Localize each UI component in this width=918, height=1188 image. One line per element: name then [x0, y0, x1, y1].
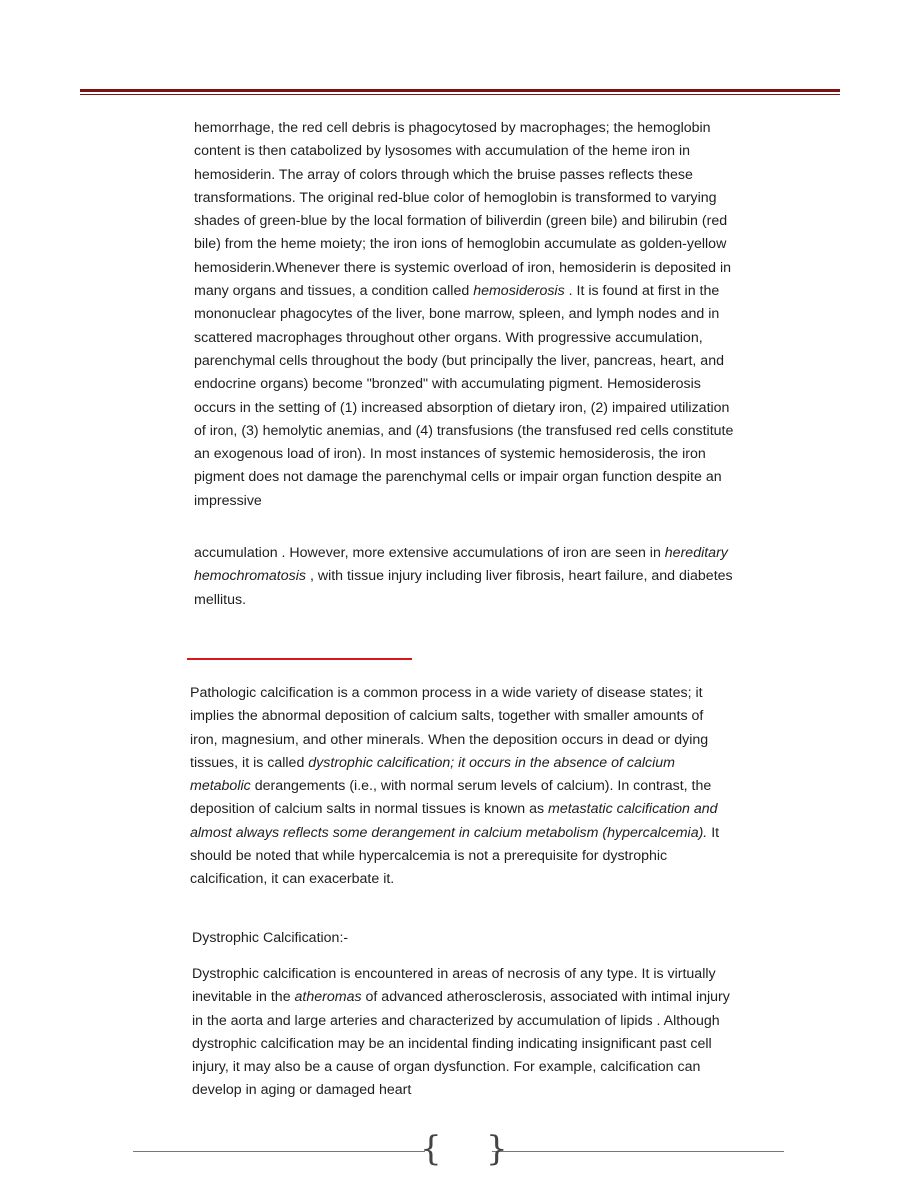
paragraph-text: hemorrhage, the red cell debris is phagocytosed by macrophages; the hemoglobin content is then catabolized by lysosomes with accumulation of the heme iron in hemosiderin. The array of colors through which the bruise passes reflects these transformations. The original red-blue color of hemoglobin is transformed to varying shades of green-blue by the local formation of biliverdin (green bile) and bilirubin (red bile) from the heme moiety; the iron ions of hemoglobin accumulate as golden-yellow hemosiderin.Whenever there is systemic overload of iron, hemosiderin is deposited in many organs and tissues, a condition called	[194, 120, 732, 300]
footer-rule-left	[133, 1151, 425, 1152]
italic-term: hereditary hemochromatosis	[194, 545, 728, 585]
section-heading: Dystrophic Calcification:-	[192, 930, 349, 946]
paragraph-text: derangements (i.e., with normal serum levels of calcium). In contrast, the deposition of calcium salts in normal tissues is known as	[190, 778, 712, 818]
paragraph-dystrophic-calcification	[192, 963, 734, 1103]
paragraph-text: It should be noted that while hypercalcemia is not a prerequisite for dystrophic calcification, it can exacerbate it.	[190, 824, 720, 888]
paragraph-text: , with tissue injury including liver fibrosis, heart failure, and diabetes mellitus.	[194, 568, 733, 608]
paragraph-pathologic-calcification	[190, 682, 732, 892]
paragraph-text: . It is found at first in the mononuclear phagocytes of the liver, bone marrow, spleen, and lymph nodes and in scattered macrophages throughout other organs. With progressive accumulation, parenchymal cells throughout the body (but principally the liver, pancreas, heart, and endocrine organs) become "bronzed" with accumulating pigment. Hemosiderosis occurs in the setting of (1) increased absorption of dietary iron, (2) impaired utilization of iron, (3) hemolytic anemias, and (4) transfusions (the transfused red cells constitute an exogenous load of iron). In most instances of systemic hemosiderosis, the iron pigment does not damage the parenchymal cells or impair organ function despite an impressive	[194, 283, 734, 509]
paragraph-hemosiderin	[194, 117, 736, 513]
section-divider	[187, 658, 412, 660]
italic-term: atheromas	[294, 989, 362, 1006]
paragraph-text: Pathologic calcification is a common process in a wide variety of disease states; it implies the abnormal deposition of calcium salts, together with smaller amounts of iron, magnesium, and other minerals. When the deposition occurs in dead or dying tissues, it is called	[190, 685, 709, 771]
header-rule-thin	[80, 94, 840, 95]
paragraph-text: accumulation . However, more extensive accumulations of iron are seen in	[194, 545, 661, 561]
italic-term: metastatic calcification and almost always reflects some derangement in calcium metabolism (hypercalcemia).	[190, 801, 718, 841]
italic-term: hemosiderosis	[473, 283, 565, 300]
footer-brace-right: }	[486, 1129, 508, 1169]
paragraph-text: of advanced atherosclerosis, associated with intimal injury in the aorta and large arteries and characterized by accumulation of lipids . Although dystrophic calcification may be an incidental finding indicating insignificant past cell injury, it may also be a cause of organ dysfunction. For example, calcification can develop in aging or damaged heart	[192, 989, 730, 1099]
italic-term: dystrophic calcification; it occurs in the absence of calcium metabolic	[190, 754, 675, 795]
footer-brace-left: {	[420, 1129, 442, 1169]
paragraph-text: Dystrophic calcification is encountered in areas of necrosis of any type. It is virtually inevitable in the	[192, 966, 716, 1006]
footer-rule-right	[492, 1151, 784, 1152]
paragraph-hemochromatosis	[194, 542, 736, 612]
header-rule	[80, 89, 840, 92]
